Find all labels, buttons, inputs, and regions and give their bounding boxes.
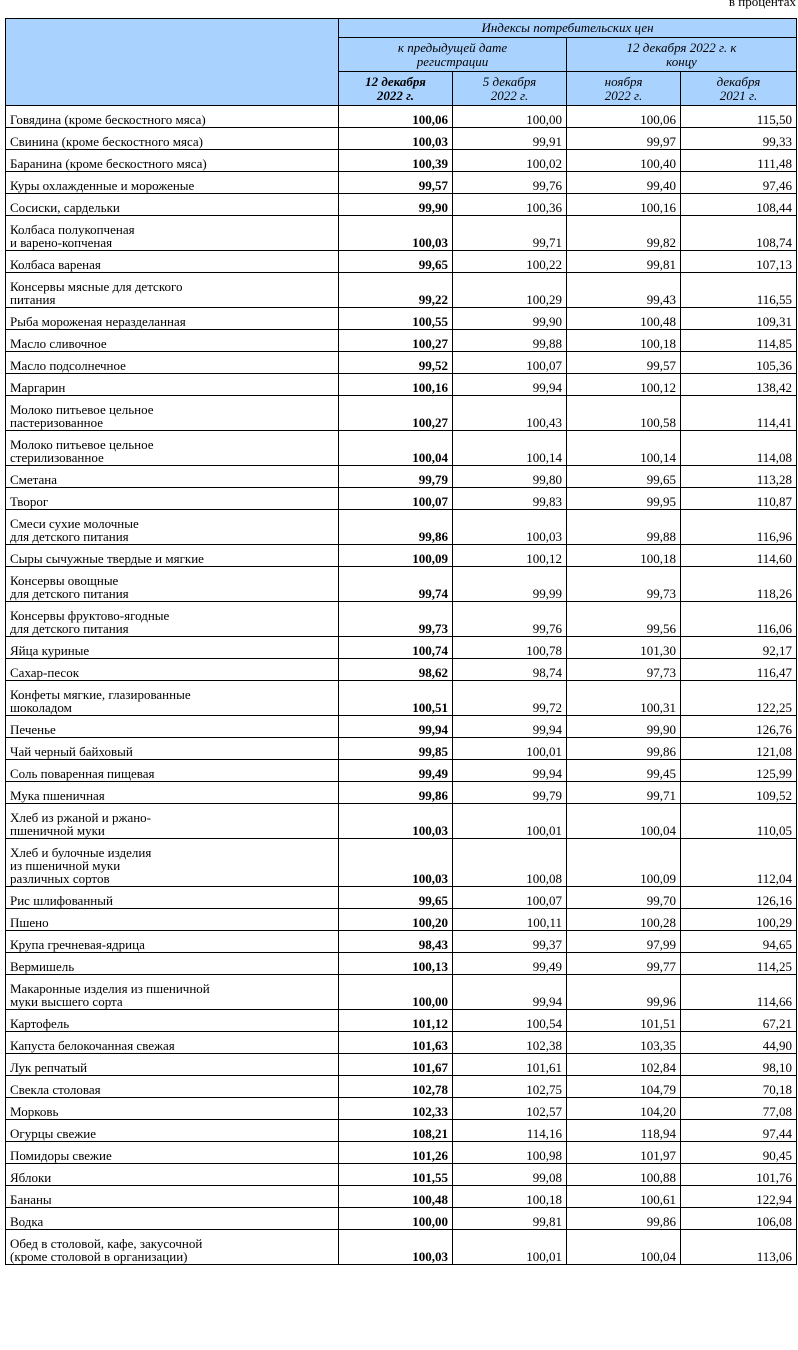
index-nov-cell: 99,96 bbox=[567, 975, 681, 1010]
index-dec5-cell: 114,16 bbox=[453, 1120, 567, 1142]
index-nov-cell: 99,81 bbox=[567, 251, 681, 273]
index-dec12-cell: 99,65 bbox=[339, 251, 453, 273]
index-dec5-cell: 99,90 bbox=[453, 308, 567, 330]
index-dec5-cell: 100,54 bbox=[453, 1010, 567, 1032]
index-dec2021-cell: 114,08 bbox=[681, 431, 797, 466]
index-dec2021-cell: 114,66 bbox=[681, 975, 797, 1010]
product-name-cell: Пшено bbox=[6, 909, 339, 931]
product-name-cell: Вермишель bbox=[6, 953, 339, 975]
product-name-cell: Куры охлажденные и мороженые bbox=[6, 172, 339, 194]
table-row bbox=[6, 804, 797, 839]
index-dec2021-cell: 106,08 bbox=[681, 1208, 797, 1230]
index-dec5-cell: 100,07 bbox=[453, 887, 567, 909]
index-nov-cell: 99,71 bbox=[567, 782, 681, 804]
index-dec5-cell: 99,49 bbox=[453, 953, 567, 975]
table-row bbox=[6, 172, 797, 194]
product-name-cell: Печенье bbox=[6, 716, 339, 738]
index-dec2021-cell: 115,50 bbox=[681, 106, 797, 128]
table-row bbox=[6, 1054, 797, 1076]
product-name-cell: Крупа гречневая-ядрица bbox=[6, 931, 339, 953]
index-dec5-cell: 100,98 bbox=[453, 1142, 567, 1164]
table-row bbox=[6, 1032, 797, 1054]
product-name-cell: Соль поваренная пищевая bbox=[6, 760, 339, 782]
table-row bbox=[6, 659, 797, 681]
product-name-cell: Морковь bbox=[6, 1098, 339, 1120]
index-dec2021-cell: 105,36 bbox=[681, 352, 797, 374]
index-nov-cell: 100,61 bbox=[567, 1186, 681, 1208]
index-dec2021-cell: 99,33 bbox=[681, 128, 797, 150]
index-dec5-cell: 100,01 bbox=[453, 1230, 567, 1265]
index-dec12-cell: 100,74 bbox=[339, 637, 453, 659]
index-nov-cell: 100,12 bbox=[567, 374, 681, 396]
index-dec12-cell: 98,43 bbox=[339, 931, 453, 953]
index-dec2021-cell: 107,13 bbox=[681, 251, 797, 273]
index-dec5-cell: 98,74 bbox=[453, 659, 567, 681]
product-name-cell: Огурцы свежие bbox=[6, 1120, 339, 1142]
table-row bbox=[6, 738, 797, 760]
index-dec2021-cell: 90,45 bbox=[681, 1142, 797, 1164]
table-row bbox=[6, 396, 797, 431]
index-dec5-cell: 100,43 bbox=[453, 396, 567, 431]
index-nov-cell: 102,84 bbox=[567, 1054, 681, 1076]
index-dec12-cell: 100,48 bbox=[339, 1186, 453, 1208]
index-nov-cell: 100,40 bbox=[567, 150, 681, 172]
index-dec12-cell: 100,06 bbox=[339, 106, 453, 128]
product-name-cell: Смеси сухие молочные для детского питания bbox=[6, 510, 339, 545]
table-row bbox=[6, 953, 797, 975]
index-dec12-cell: 102,78 bbox=[339, 1076, 453, 1098]
index-dec12-cell: 99,74 bbox=[339, 567, 453, 602]
index-dec2021-cell: 116,96 bbox=[681, 510, 797, 545]
table-row bbox=[6, 488, 797, 510]
index-dec2021-cell: 97,46 bbox=[681, 172, 797, 194]
product-name-cell: Бананы bbox=[6, 1186, 339, 1208]
dec12-group-header: 12 декабря 2022 г. к концу bbox=[567, 38, 797, 72]
product-name-cell: Хлеб и булочные изделия из пшеничной муки различных сортов bbox=[6, 839, 339, 887]
index-nov-cell: 99,86 bbox=[567, 738, 681, 760]
table-row bbox=[6, 602, 797, 637]
product-name-cell: Маргарин bbox=[6, 374, 339, 396]
index-dec2021-cell: 110,05 bbox=[681, 804, 797, 839]
table-row bbox=[6, 909, 797, 931]
index-dec2021-cell: 112,04 bbox=[681, 839, 797, 887]
index-dec5-cell: 100,08 bbox=[453, 839, 567, 887]
index-dec2021-cell: 44,90 bbox=[681, 1032, 797, 1054]
index-dec2021-cell: 116,47 bbox=[681, 659, 797, 681]
index-dec2021-cell: 70,18 bbox=[681, 1076, 797, 1098]
product-name-cell: Рис шлифованный bbox=[6, 887, 339, 909]
table-row bbox=[6, 545, 797, 567]
index-dec12-cell: 101,12 bbox=[339, 1010, 453, 1032]
index-dec2021-cell: 97,44 bbox=[681, 1120, 797, 1142]
index-dec5-cell: 102,75 bbox=[453, 1076, 567, 1098]
index-dec5-cell: 99,81 bbox=[453, 1208, 567, 1230]
index-dec12-cell: 100,00 bbox=[339, 975, 453, 1010]
index-dec5-cell: 101,61 bbox=[453, 1054, 567, 1076]
table-row bbox=[6, 330, 797, 352]
table-row bbox=[6, 839, 797, 887]
index-dec5-cell: 100,22 bbox=[453, 251, 567, 273]
index-dec2021-cell: 92,17 bbox=[681, 637, 797, 659]
index-dec2021-cell: 116,06 bbox=[681, 602, 797, 637]
index-dec2021-cell: 113,28 bbox=[681, 466, 797, 488]
index-nov-cell: 101,51 bbox=[567, 1010, 681, 1032]
index-nov-cell: 99,73 bbox=[567, 567, 681, 602]
product-name-cell: Капуста белокочанная свежая bbox=[6, 1032, 339, 1054]
index-dec12-cell: 99,85 bbox=[339, 738, 453, 760]
index-nov-cell: 100,28 bbox=[567, 909, 681, 931]
cpi-table bbox=[5, 18, 797, 1265]
index-nov-cell: 99,57 bbox=[567, 352, 681, 374]
product-name-cell: Колбаса полукопченая и варено-копченая bbox=[6, 216, 339, 251]
index-dec2021-cell: 122,94 bbox=[681, 1186, 797, 1208]
table-row bbox=[6, 1230, 797, 1265]
table-row bbox=[6, 374, 797, 396]
table-row bbox=[6, 1010, 797, 1032]
product-name-cell: Рыба мороженая неразделанная bbox=[6, 308, 339, 330]
index-nov-cell: 100,18 bbox=[567, 330, 681, 352]
index-dec12-cell: 100,09 bbox=[339, 545, 453, 567]
index-dec12-cell: 100,27 bbox=[339, 396, 453, 431]
index-dec5-cell: 99,94 bbox=[453, 760, 567, 782]
cpi-group-header: Индексы потребительских цен bbox=[339, 19, 797, 38]
table-row bbox=[6, 352, 797, 374]
index-nov-cell: 104,20 bbox=[567, 1098, 681, 1120]
index-dec2021-cell: 98,10 bbox=[681, 1054, 797, 1076]
index-dec12-cell: 100,39 bbox=[339, 150, 453, 172]
index-nov-cell: 118,94 bbox=[567, 1120, 681, 1142]
product-name-cell: Помидоры свежие bbox=[6, 1142, 339, 1164]
index-dec12-cell: 100,07 bbox=[339, 488, 453, 510]
table-row bbox=[6, 273, 797, 308]
product-column-header bbox=[6, 19, 339, 106]
index-dec12-cell: 99,86 bbox=[339, 510, 453, 545]
index-dec12-cell: 99,86 bbox=[339, 782, 453, 804]
product-name-cell: Яйца куриные bbox=[6, 637, 339, 659]
product-name-cell: Консервы фруктово-ягодные для детского питания bbox=[6, 602, 339, 637]
index-dec12-cell: 100,03 bbox=[339, 839, 453, 887]
index-dec5-cell: 100,36 bbox=[453, 194, 567, 216]
table-row bbox=[6, 1142, 797, 1164]
index-dec5-cell: 99,99 bbox=[453, 567, 567, 602]
index-nov-cell: 100,04 bbox=[567, 1230, 681, 1265]
table-row bbox=[6, 510, 797, 545]
index-nov-cell: 103,35 bbox=[567, 1032, 681, 1054]
index-dec12-cell: 100,04 bbox=[339, 431, 453, 466]
index-nov-cell: 101,97 bbox=[567, 1142, 681, 1164]
table-row bbox=[6, 1120, 797, 1142]
index-dec12-cell: 99,94 bbox=[339, 716, 453, 738]
index-dec5-cell: 100,00 bbox=[453, 106, 567, 128]
index-dec2021-cell: 114,60 bbox=[681, 545, 797, 567]
index-dec12-cell: 101,67 bbox=[339, 1054, 453, 1076]
table-row bbox=[6, 1186, 797, 1208]
index-dec5-cell: 99,37 bbox=[453, 931, 567, 953]
index-dec2021-cell: 111,48 bbox=[681, 150, 797, 172]
index-nov-cell: 99,95 bbox=[567, 488, 681, 510]
index-dec2021-cell: 77,08 bbox=[681, 1098, 797, 1120]
table-row bbox=[6, 931, 797, 953]
index-dec2021-cell: 122,25 bbox=[681, 681, 797, 716]
index-nov-cell: 100,31 bbox=[567, 681, 681, 716]
index-dec2021-cell: 113,06 bbox=[681, 1230, 797, 1265]
index-dec2021-cell: 114,25 bbox=[681, 953, 797, 975]
index-dec2021-cell: 108,44 bbox=[681, 194, 797, 216]
table-row bbox=[6, 975, 797, 1010]
product-name-cell: Творог bbox=[6, 488, 339, 510]
index-dec2021-cell: 67,21 bbox=[681, 1010, 797, 1032]
index-dec12-cell: 99,22 bbox=[339, 273, 453, 308]
index-dec2021-cell: 108,74 bbox=[681, 216, 797, 251]
product-name-cell: Сметана bbox=[6, 466, 339, 488]
index-nov-cell: 99,65 bbox=[567, 466, 681, 488]
index-dec12-cell: 101,63 bbox=[339, 1032, 453, 1054]
index-dec12-cell: 100,03 bbox=[339, 1230, 453, 1265]
index-nov-cell: 100,88 bbox=[567, 1164, 681, 1186]
table-header bbox=[6, 19, 797, 106]
index-dec12-cell: 100,55 bbox=[339, 308, 453, 330]
index-dec2021-cell: 101,76 bbox=[681, 1164, 797, 1186]
index-nov-cell: 100,14 bbox=[567, 431, 681, 466]
table-row bbox=[6, 760, 797, 782]
index-dec2021-cell: 116,55 bbox=[681, 273, 797, 308]
index-dec2021-cell: 94,65 bbox=[681, 931, 797, 953]
product-name-cell: Говядина (кроме бескостного мяса) bbox=[6, 106, 339, 128]
product-name-cell: Сахар-песок bbox=[6, 659, 339, 681]
index-dec5-cell: 99,80 bbox=[453, 466, 567, 488]
index-nov-cell: 100,48 bbox=[567, 308, 681, 330]
table-row bbox=[6, 681, 797, 716]
product-name-cell: Консервы овощные для детского питания bbox=[6, 567, 339, 602]
index-dec5-cell: 99,94 bbox=[453, 374, 567, 396]
table-row bbox=[6, 251, 797, 273]
table-row bbox=[6, 150, 797, 172]
product-name-cell: Конфеты мягкие, глазированные шоколадом bbox=[6, 681, 339, 716]
index-dec12-cell: 99,65 bbox=[339, 887, 453, 909]
product-name-cell: Консервы мясные для детского питания bbox=[6, 273, 339, 308]
product-name-cell: Обед в столовой, кафе, закусочной (кроме столовой в организации) bbox=[6, 1230, 339, 1265]
index-dec12-cell: 100,13 bbox=[339, 953, 453, 975]
product-name-cell: Чай черный байховый bbox=[6, 738, 339, 760]
col-header-dec2021: декабря 2021 г. bbox=[681, 72, 797, 106]
index-nov-cell: 99,70 bbox=[567, 887, 681, 909]
index-dec12-cell: 108,21 bbox=[339, 1120, 453, 1142]
index-dec5-cell: 99,76 bbox=[453, 602, 567, 637]
index-nov-cell: 100,58 bbox=[567, 396, 681, 431]
index-dec12-cell: 102,33 bbox=[339, 1098, 453, 1120]
table-row bbox=[6, 1208, 797, 1230]
index-dec5-cell: 99,72 bbox=[453, 681, 567, 716]
product-name-cell: Колбаса вареная bbox=[6, 251, 339, 273]
index-dec5-cell: 100,29 bbox=[453, 273, 567, 308]
index-dec5-cell: 100,01 bbox=[453, 804, 567, 839]
table-row bbox=[6, 1098, 797, 1120]
index-dec5-cell: 100,02 bbox=[453, 150, 567, 172]
index-dec5-cell: 99,08 bbox=[453, 1164, 567, 1186]
index-dec2021-cell: 121,08 bbox=[681, 738, 797, 760]
index-dec2021-cell: 110,87 bbox=[681, 488, 797, 510]
index-dec12-cell: 99,73 bbox=[339, 602, 453, 637]
index-dec2021-cell: 114,85 bbox=[681, 330, 797, 352]
table-row bbox=[6, 194, 797, 216]
table-row bbox=[6, 716, 797, 738]
table-row bbox=[6, 466, 797, 488]
table-row bbox=[6, 567, 797, 602]
index-nov-cell: 101,30 bbox=[567, 637, 681, 659]
index-nov-cell: 100,06 bbox=[567, 106, 681, 128]
index-dec5-cell: 100,14 bbox=[453, 431, 567, 466]
product-name-cell: Лук репчатый bbox=[6, 1054, 339, 1076]
table-row bbox=[6, 887, 797, 909]
product-name-cell: Хлеб из ржаной и ржано- пшеничной муки bbox=[6, 804, 339, 839]
index-dec12-cell: 101,55 bbox=[339, 1164, 453, 1186]
index-dec5-cell: 100,12 bbox=[453, 545, 567, 567]
table-row bbox=[6, 1076, 797, 1098]
product-name-cell: Масло сливочное bbox=[6, 330, 339, 352]
index-dec12-cell: 99,52 bbox=[339, 352, 453, 374]
index-dec12-cell: 100,03 bbox=[339, 804, 453, 839]
index-dec2021-cell: 109,52 bbox=[681, 782, 797, 804]
index-dec5-cell: 102,38 bbox=[453, 1032, 567, 1054]
index-nov-cell: 100,09 bbox=[567, 839, 681, 887]
index-dec12-cell: 98,62 bbox=[339, 659, 453, 681]
index-nov-cell: 99,77 bbox=[567, 953, 681, 975]
table-body bbox=[6, 106, 797, 1265]
index-dec2021-cell: 114,41 bbox=[681, 396, 797, 431]
index-dec12-cell: 101,26 bbox=[339, 1142, 453, 1164]
index-dec5-cell: 100,03 bbox=[453, 510, 567, 545]
index-dec5-cell: 102,57 bbox=[453, 1098, 567, 1120]
index-nov-cell: 99,88 bbox=[567, 510, 681, 545]
index-dec12-cell: 99,49 bbox=[339, 760, 453, 782]
index-nov-cell: 99,82 bbox=[567, 216, 681, 251]
product-name-cell: Масло подсолнечное bbox=[6, 352, 339, 374]
col-header-dec5: 5 декабря 2022 г. bbox=[453, 72, 567, 106]
index-dec2021-cell: 125,99 bbox=[681, 760, 797, 782]
index-dec5-cell: 99,76 bbox=[453, 172, 567, 194]
product-name-cell: Молоко питьевое цельное стерилизованное bbox=[6, 431, 339, 466]
index-dec5-cell: 99,91 bbox=[453, 128, 567, 150]
index-dec2021-cell: 100,29 bbox=[681, 909, 797, 931]
product-name-cell: Картофель bbox=[6, 1010, 339, 1032]
index-nov-cell: 99,56 bbox=[567, 602, 681, 637]
product-name-cell: Сыры сычужные твердые и мягкие bbox=[6, 545, 339, 567]
index-nov-cell: 97,99 bbox=[567, 931, 681, 953]
index-dec12-cell: 100,16 bbox=[339, 374, 453, 396]
index-nov-cell: 99,90 bbox=[567, 716, 681, 738]
table-row bbox=[6, 216, 797, 251]
index-nov-cell: 99,43 bbox=[567, 273, 681, 308]
index-dec12-cell: 99,90 bbox=[339, 194, 453, 216]
index-dec12-cell: 99,79 bbox=[339, 466, 453, 488]
col-header-dec12: 12 декабря 2022 г. bbox=[339, 72, 453, 106]
index-dec5-cell: 99,83 bbox=[453, 488, 567, 510]
index-dec5-cell: 100,18 bbox=[453, 1186, 567, 1208]
index-dec12-cell: 100,03 bbox=[339, 216, 453, 251]
index-dec2021-cell: 118,26 bbox=[681, 567, 797, 602]
index-nov-cell: 104,79 bbox=[567, 1076, 681, 1098]
product-name-cell: Баранина (кроме бескостного мяса) bbox=[6, 150, 339, 172]
index-nov-cell: 100,18 bbox=[567, 545, 681, 567]
index-dec5-cell: 99,79 bbox=[453, 782, 567, 804]
index-dec5-cell: 100,07 bbox=[453, 352, 567, 374]
table-row bbox=[6, 431, 797, 466]
col-header-nov: ноября 2022 г. bbox=[567, 72, 681, 106]
index-dec12-cell: 100,20 bbox=[339, 909, 453, 931]
index-nov-cell: 100,04 bbox=[567, 804, 681, 839]
index-dec5-cell: 99,94 bbox=[453, 716, 567, 738]
index-nov-cell: 99,45 bbox=[567, 760, 681, 782]
product-name-cell: Сосиски, сардельки bbox=[6, 194, 339, 216]
table-row bbox=[6, 308, 797, 330]
product-name-cell: Макаронные изделия из пшеничной муки высшего сорта bbox=[6, 975, 339, 1010]
index-dec2021-cell: 126,16 bbox=[681, 887, 797, 909]
index-nov-cell: 99,86 bbox=[567, 1208, 681, 1230]
product-name-cell: Молоко питьевое цельное пастеризованное bbox=[6, 396, 339, 431]
table-row bbox=[6, 128, 797, 150]
index-dec5-cell: 100,78 bbox=[453, 637, 567, 659]
index-dec12-cell: 100,03 bbox=[339, 128, 453, 150]
index-dec5-cell: 100,11 bbox=[453, 909, 567, 931]
product-name-cell: Яблоки bbox=[6, 1164, 339, 1186]
index-dec5-cell: 99,71 bbox=[453, 216, 567, 251]
product-name-cell: Мука пшеничная bbox=[6, 782, 339, 804]
index-dec2021-cell: 109,31 bbox=[681, 308, 797, 330]
index-dec12-cell: 100,51 bbox=[339, 681, 453, 716]
index-dec5-cell: 99,88 bbox=[453, 330, 567, 352]
table-row bbox=[6, 782, 797, 804]
index-nov-cell: 100,16 bbox=[567, 194, 681, 216]
index-dec5-cell: 100,01 bbox=[453, 738, 567, 760]
index-dec2021-cell: 126,76 bbox=[681, 716, 797, 738]
index-nov-cell: 99,97 bbox=[567, 128, 681, 150]
table-row bbox=[6, 637, 797, 659]
index-nov-cell: 99,40 bbox=[567, 172, 681, 194]
index-dec5-cell: 99,94 bbox=[453, 975, 567, 1010]
units-note: в процентах bbox=[728, 0, 796, 9]
index-nov-cell: 97,73 bbox=[567, 659, 681, 681]
product-name-cell: Свинина (кроме бескостного мяса) bbox=[6, 128, 339, 150]
index-dec2021-cell: 138,42 bbox=[681, 374, 797, 396]
index-dec12-cell: 99,57 bbox=[339, 172, 453, 194]
product-name-cell: Водка bbox=[6, 1208, 339, 1230]
index-dec12-cell: 100,00 bbox=[339, 1208, 453, 1230]
product-name-cell: Свекла столовая bbox=[6, 1076, 339, 1098]
prev-date-group-header: к предыдущей дате регистрации bbox=[339, 38, 567, 72]
table-row bbox=[6, 1164, 797, 1186]
table-row bbox=[6, 106, 797, 128]
index-dec12-cell: 100,27 bbox=[339, 330, 453, 352]
